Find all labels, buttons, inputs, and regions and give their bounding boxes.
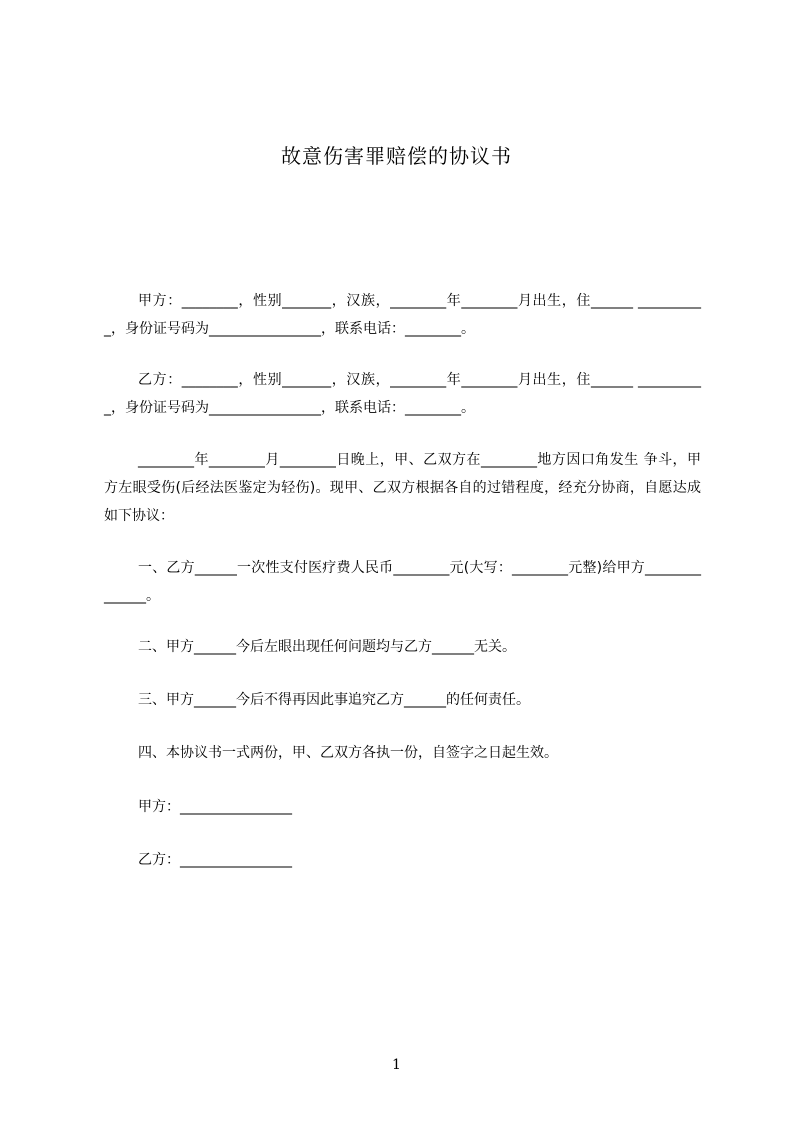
- party-b-info: 乙方：________，性别_______，汉族，________年________月出生，住______ __________，身份证号码为________________，联系电话：________。: [104, 372, 701, 416]
- party-a-info: 甲方：________，性别_______，汉族，________年________月出生，住______ __________，身份证号码为________________，联系电话：________。: [104, 293, 701, 337]
- clause-4: 四、本协议书一式两份，甲、乙双方各执一份，自签字之日起生效。: [138, 745, 558, 761]
- clause-1: 一、乙方______一次性支付医疗费人民币________元(大写：________元整)给甲方______________。: [104, 560, 701, 604]
- signature-party-b: 乙方：________________: [138, 852, 292, 868]
- document-title: 故意伤害罪赔偿的协议书: [281, 144, 512, 168]
- clause-3: 三、甲方______今后不得再因此事追究乙方______的任何责任。: [138, 692, 530, 708]
- signature-party-a: 甲方：________________: [138, 799, 292, 815]
- incident-description: ________年________月________日晚上，甲、乙双方在________地方因口角发生 争斗，甲方左眼受伤(后经法医鉴定为轻伤)。现甲、乙双方根据各自的过错程度，经充分协商，自愿达成如下协议：: [104, 452, 701, 524]
- page-number: 1: [392, 1057, 401, 1073]
- clause-2: 二、甲方______今后左眼出现任何问题均与乙方______无关。: [138, 639, 516, 655]
